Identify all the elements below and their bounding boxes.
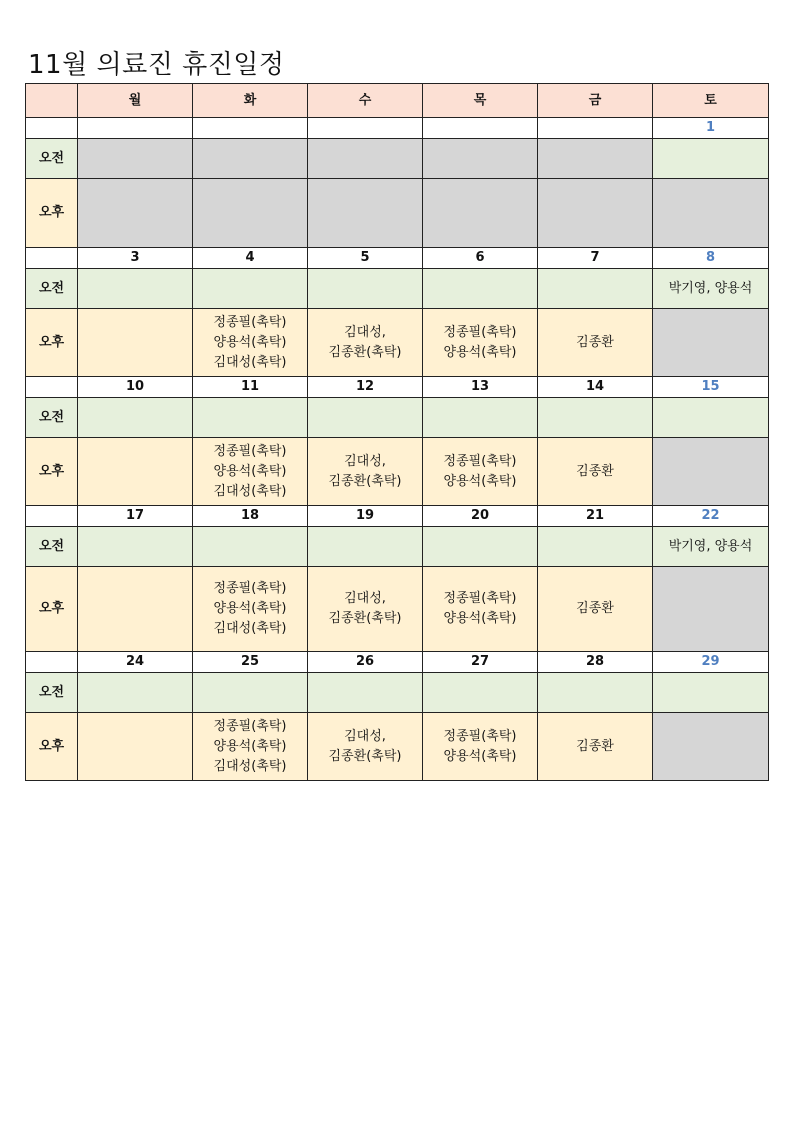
am-row — [26, 139, 769, 179]
doctor-name: 김종환(촉탁) — [328, 473, 402, 489]
am-cell — [308, 269, 423, 309]
pm-label: 오후 — [26, 567, 78, 652]
pm-label: 오후 — [26, 438, 78, 506]
am-cell — [423, 269, 538, 309]
pm-cell — [193, 713, 308, 781]
pm-cell — [423, 309, 538, 377]
am-cell — [78, 269, 193, 309]
am-cell — [308, 139, 423, 179]
doctor-name: 양용석(촉탁) — [213, 601, 287, 616]
doctor-name: 정종필(촉탁) — [213, 314, 287, 330]
date-cell: 26 — [308, 652, 423, 673]
date-cell: 3 — [78, 248, 193, 269]
date-cell — [193, 118, 308, 139]
am-row — [26, 269, 769, 309]
doctor-name: 김대성, — [344, 453, 386, 469]
header-wed: 수 — [308, 84, 423, 118]
pm-cell — [538, 713, 653, 781]
pm-row — [26, 438, 769, 506]
pm-cell — [653, 713, 769, 781]
date-row — [26, 652, 769, 673]
doctor-name: 정종필(촉탁) — [213, 581, 287, 596]
doctor-name: 정종필(촉탁) — [443, 453, 517, 469]
header-thu: 목 — [423, 84, 538, 118]
doctor-name: 정종필(촉탁) — [213, 443, 287, 459]
pm-row — [26, 309, 769, 377]
doctor-name: 김대성(촉탁) — [213, 483, 287, 499]
pm-cell — [653, 438, 769, 506]
am-cell — [308, 398, 423, 438]
am-cell — [78, 139, 193, 179]
doctor-name: 김종환(촉탁) — [328, 344, 402, 360]
date-cell: 25 — [193, 652, 308, 673]
am-cell — [538, 673, 653, 713]
am-cell — [423, 673, 538, 713]
am-cell — [193, 673, 308, 713]
doctor-name: 정종필(촉탁) — [213, 718, 287, 734]
date-cell: 28 — [538, 652, 653, 673]
doctor-name: 김종환 — [576, 601, 614, 616]
date-cell: 21 — [538, 506, 653, 527]
date-row-corner — [26, 377, 78, 398]
pm-cell — [193, 309, 308, 377]
date-cell: 5 — [308, 248, 423, 269]
pm-cell — [423, 438, 538, 506]
date-cell: 6 — [423, 248, 538, 269]
pm-cell — [78, 438, 193, 506]
pm-row — [26, 179, 769, 248]
doctor-name: 정종필(촉탁) — [443, 591, 517, 606]
pm-cell — [423, 713, 538, 781]
pm-cell — [538, 309, 653, 377]
pm-cell — [308, 309, 423, 377]
date-row-corner — [26, 118, 78, 139]
pm-row — [26, 567, 769, 652]
pm-label: 오후 — [26, 179, 78, 248]
am-label: 오전 — [26, 527, 78, 567]
date-cell: 15 — [653, 377, 769, 398]
am-cell — [78, 398, 193, 438]
date-cell: 1 — [653, 118, 769, 139]
pm-cell — [653, 567, 769, 652]
pm-cell — [308, 438, 423, 506]
date-cell: 10 — [78, 377, 193, 398]
doctor-name: 양용석(촉탁) — [213, 463, 287, 479]
am-label: 오전 — [26, 673, 78, 713]
doctor-name: 김대성(촉탁) — [213, 758, 287, 774]
date-cell — [538, 118, 653, 139]
pm-cell — [78, 179, 193, 248]
pm-cell — [78, 309, 193, 377]
pm-label: 오후 — [26, 309, 78, 377]
am-cell: 박기영, 양용석 — [653, 269, 769, 309]
date-cell: 12 — [308, 377, 423, 398]
pm-row — [26, 713, 769, 781]
am-cell — [78, 527, 193, 567]
date-row — [26, 248, 769, 269]
header-tue: 화 — [193, 84, 308, 118]
header-fri: 금 — [538, 84, 653, 118]
am-cell — [193, 139, 308, 179]
am-cell — [653, 139, 769, 179]
date-cell: 14 — [538, 377, 653, 398]
pm-cell — [423, 567, 538, 652]
am-cell — [423, 139, 538, 179]
pm-cell — [193, 438, 308, 506]
date-cell: 7 — [538, 248, 653, 269]
date-row-corner — [26, 506, 78, 527]
pm-cell — [538, 438, 653, 506]
doctor-name: 양용석(촉탁) — [443, 473, 517, 489]
pm-label: 오후 — [26, 713, 78, 781]
doctor-name: 김종환 — [576, 738, 614, 754]
doctor-name: 김대성(촉탁) — [213, 621, 287, 636]
date-cell: 19 — [308, 506, 423, 527]
weekday-header-row — [26, 84, 769, 118]
am-cell — [538, 269, 653, 309]
am-cell — [308, 673, 423, 713]
am-cell — [653, 673, 769, 713]
doctor-name: 김대성, — [344, 728, 386, 744]
am-label: 오전 — [26, 398, 78, 438]
am-cell — [423, 527, 538, 567]
doctor-name: 김대성, — [344, 591, 386, 606]
date-row — [26, 506, 769, 527]
doctor-name: 김종환 — [576, 334, 614, 350]
am-cell — [193, 398, 308, 438]
date-cell: 24 — [78, 652, 193, 673]
doctor-name: 양용석(촉탁) — [443, 611, 517, 626]
pm-cell — [653, 179, 769, 248]
date-cell: 22 — [653, 506, 769, 527]
doctor-name: 양용석(촉탁) — [443, 748, 517, 764]
am-row — [26, 398, 769, 438]
doctor-name: 김대성(촉탁) — [213, 354, 287, 370]
date-cell: 13 — [423, 377, 538, 398]
header-mon: 월 — [78, 84, 193, 118]
am-cell — [538, 139, 653, 179]
am-cell — [538, 527, 653, 567]
date-cell — [308, 118, 423, 139]
doctor-name: 김대성, — [344, 324, 386, 340]
am-cell — [538, 398, 653, 438]
date-row-corner — [26, 652, 78, 673]
am-cell — [653, 398, 769, 438]
header-corner — [26, 84, 78, 118]
date-cell: 4 — [193, 248, 308, 269]
am-cell — [423, 398, 538, 438]
date-row-corner — [26, 248, 78, 269]
date-cell: 8 — [653, 248, 769, 269]
pm-cell — [78, 567, 193, 652]
schedule-table — [25, 83, 769, 781]
date-cell: 18 — [193, 506, 308, 527]
pm-cell — [308, 567, 423, 652]
am-label: 오전 — [26, 269, 78, 309]
date-cell: 11 — [193, 377, 308, 398]
pm-cell — [653, 309, 769, 377]
pm-cell — [423, 179, 538, 248]
am-row — [26, 673, 769, 713]
am-cell — [193, 527, 308, 567]
doctor-name: 양용석(촉탁) — [443, 344, 517, 360]
pm-cell — [193, 567, 308, 652]
doctor-name: 김종환(촉탁) — [328, 748, 402, 764]
doctor-name: 정종필(촉탁) — [443, 728, 517, 744]
pm-cell — [193, 179, 308, 248]
pm-cell — [78, 713, 193, 781]
doctor-name: 김종환(촉탁) — [328, 611, 402, 626]
header-sat: 토 — [653, 84, 769, 118]
date-cell: 17 — [78, 506, 193, 527]
am-cell — [193, 269, 308, 309]
date-row — [26, 118, 769, 139]
am-cell — [78, 673, 193, 713]
page-title: 11월 의료진 휴진일정 — [28, 50, 285, 80]
date-cell: 29 — [653, 652, 769, 673]
pm-cell — [308, 179, 423, 248]
date-cell — [423, 118, 538, 139]
date-cell — [78, 118, 193, 139]
doctor-name: 정종필(촉탁) — [443, 324, 517, 340]
am-row — [26, 527, 769, 567]
doctor-name: 김종환 — [576, 463, 614, 479]
pm-cell — [538, 567, 653, 652]
date-cell: 27 — [423, 652, 538, 673]
am-label: 오전 — [26, 139, 78, 179]
date-row — [26, 377, 769, 398]
am-cell: 박기영, 양용석 — [653, 527, 769, 567]
am-cell — [308, 527, 423, 567]
doctor-name: 양용석(촉탁) — [213, 738, 287, 754]
doctor-name: 양용석(촉탁) — [213, 334, 287, 350]
pm-cell — [538, 179, 653, 248]
date-cell: 20 — [423, 506, 538, 527]
pm-cell — [308, 713, 423, 781]
